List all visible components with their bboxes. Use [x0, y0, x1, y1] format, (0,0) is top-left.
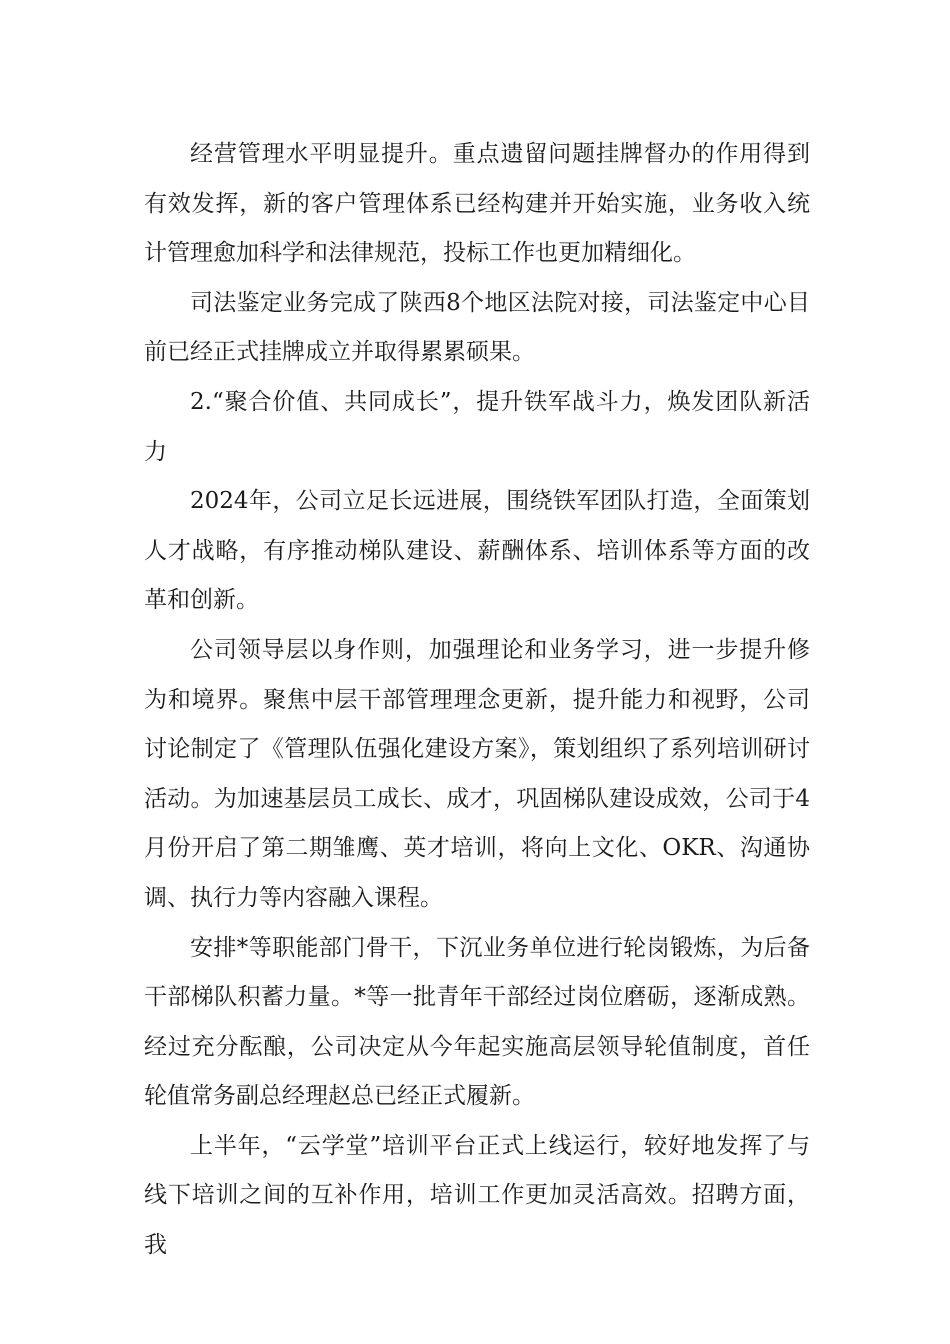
paragraph-online-training: 上半年，“云学堂”培训平台正式上线运行，较好地发挥了与线下培训之间的互补作用，培训工作更加灵活高效。招聘方面，我 — [144, 1132, 810, 1259]
paragraph-job-rotation: 安排*等职能部门骨干，下沉业务单位进行轮岗锻炼，为后备干部梯队积蓄力量。*等一批青年干部经过岗位磨砺，逐渐成熟。经过充分酝酿，公司决定从今年起实施高层领导轮值制度，首任轮值常务副总经理赵总已经正式履新。 — [144, 934, 810, 1110]
paragraph-judicial-appraisal: 司法鉴定业务完成了陕西8个地区法院对接，司法鉴定中心目前已经正式挂牌成立并取得累累硕果。 — [144, 289, 810, 366]
document-body — [144, 130, 810, 1271]
section-heading-team-building: 2.“聚合价值、共同成长”，提升铁军战斗力，焕发团队新活力 — [144, 388, 810, 465]
paragraph-talent-strategy: 2024年，公司立足长远进展，围绕铁军团队打造，全面策划人才战略，有序推动梯队建设、薪酬体系、培训体系等方面的改革和创新。 — [144, 488, 810, 614]
paragraph-management-improvement: 经营管理水平明显提升。重点遗留问题挂牌督办的作用得到有效发挥，新的客户管理体系已经构建并开始实施，业务收入统计管理愈加科学和法律规范，投标工作也更加精细化。 — [144, 141, 810, 267]
paragraph-leadership-training: 公司领导层以身作则，加强理论和业务学习，进一步提升修为和境界。聚焦中层干部管理理念更新，提升能力和视野，公司讨论制定了《管理队伍强化建设方案》，策划组织了系列培训研讨活动。为加速基层员工成长、成才，巩固梯队建设成效，公司于4月份开启了第二期雏鹰、英才培训，将向上文化、OKR、沟通协调、执行力等内容融入课程。 — [144, 636, 810, 911]
